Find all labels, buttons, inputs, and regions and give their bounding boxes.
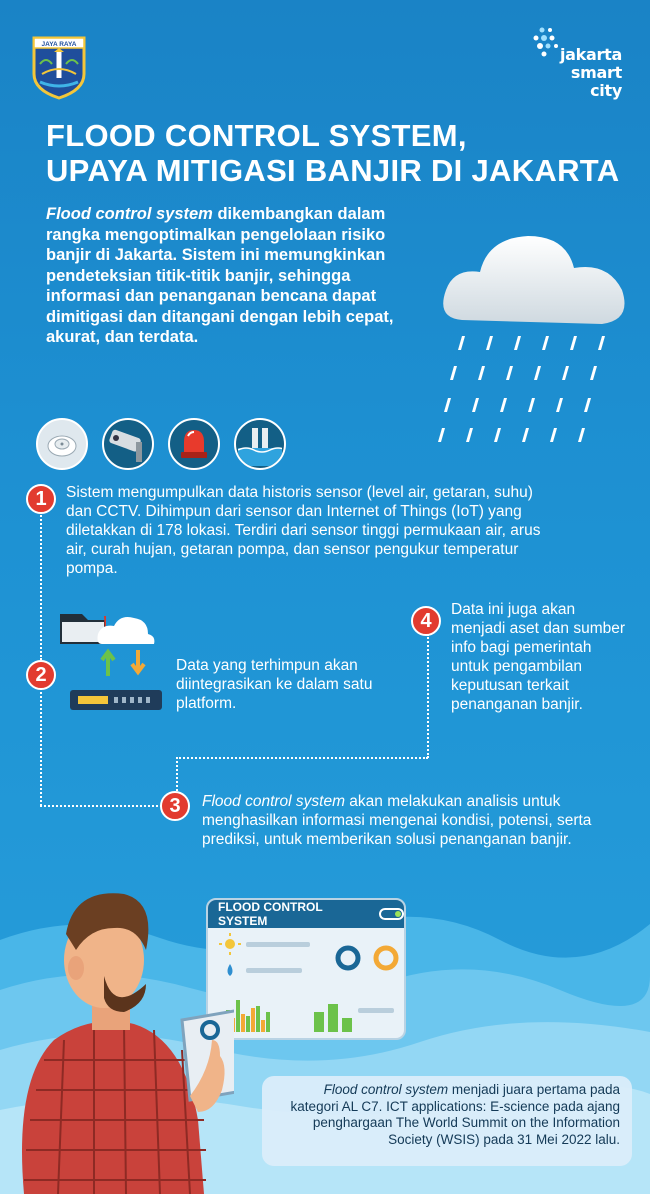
connector-4 [427,634,429,758]
note-italic: Flood control system [323,1082,449,1097]
connector-2-3-h [40,805,162,807]
dashboard-header [208,900,404,928]
award-note [262,1076,632,1166]
note-text: menjadi juara pertama pada kategori AL C7. ICT applications: E-science pada ajang penghargaan The World Summit on the Information Society (WSIS) pada 31 Mei 2022 lalu. [290,1082,620,1147]
dashboard-toggle-icon [379,908,404,920]
connector-3-4 [176,757,178,791]
rain-cloud-illustration [432,218,632,448]
step-4-text: Data ini juga akan menjadi aset dan sumber info bagi pemerintah untuk pengambilan keputusan terkait penanganan banjir. [451,601,626,713]
intro-paragraph [46,204,416,348]
jakarta-smart-city-logo [528,26,628,106]
sensor-icons-row [36,418,286,470]
intro-text: dikembangkan dalam rangka mengoptimalkan pengelolaan risiko banjir di Jakarta. Sistem ini memungkinkan pendeteksian titik-titik banjir, sehingga informasi dan penanganan bencana dapat dimitigasi dan ditangani dengan lebih cepat, akurat, dan terdata. [46,205,394,346]
connector-3-4-h [176,757,428,759]
step-3-italic: Flood control system [202,793,345,810]
jsc-line-3: city [590,81,622,100]
step-2-text: Data yang terhimpun akan diintegrasikan ke dalam satu platform. [176,657,373,712]
smoke-sensor-icon [36,418,88,470]
jsc-line-1: jakarta [560,45,622,64]
cctv-icon [102,418,154,470]
step-3-body: akan melakukan analisis untuk menghasilkan informasi mengenai kondisi, potensi, serta prediksi, untuk memberikan solusi penanganan banjir. [202,793,592,848]
data-integration-illustration [56,604,166,716]
flood-dashboard-illustration [206,898,406,1040]
step-4-badge: 4 [411,606,441,636]
connector-1-2 [40,508,42,660]
step-1-text: Sistem mengumpulkan data historis sensor (level air, getaran, suhu) dan CCTV. Dihimpun dari sensor dan Internet of Things (IoT) yang diletakkan di 178 lokasi. Terdiri dari sensor tinggi permukaan air, arus air, curah hujan, getaran pompa, dan sensor pengukur temperatur pompa. [66,484,541,577]
jsc-line-2: smart [570,63,622,82]
dashboard-widgets [208,928,404,1038]
connector-2-3 [40,688,42,806]
intro-italic: Flood control system [46,205,213,223]
step-1-badge: 1 [26,484,56,514]
man-with-tablet-illustration [14,880,234,1194]
page-title [46,118,626,188]
step-2-badge: 2 [26,660,56,690]
step-3-text [202,792,602,849]
title-line-1: FLOOD CONTROL SYSTEM, [46,118,467,153]
water-level-icon [234,418,286,470]
crest-banner-text: JAYA RAYA [41,41,77,48]
title-line-2: UPAYA MITIGASI BANJIR DI JAKARTA [46,153,620,188]
dashboard-title: FLOOD CONTROL SYSTEM [218,900,323,928]
jakarta-crest-logo [30,34,88,100]
siren-icon [168,418,220,470]
step-3-badge: 3 [160,791,190,821]
